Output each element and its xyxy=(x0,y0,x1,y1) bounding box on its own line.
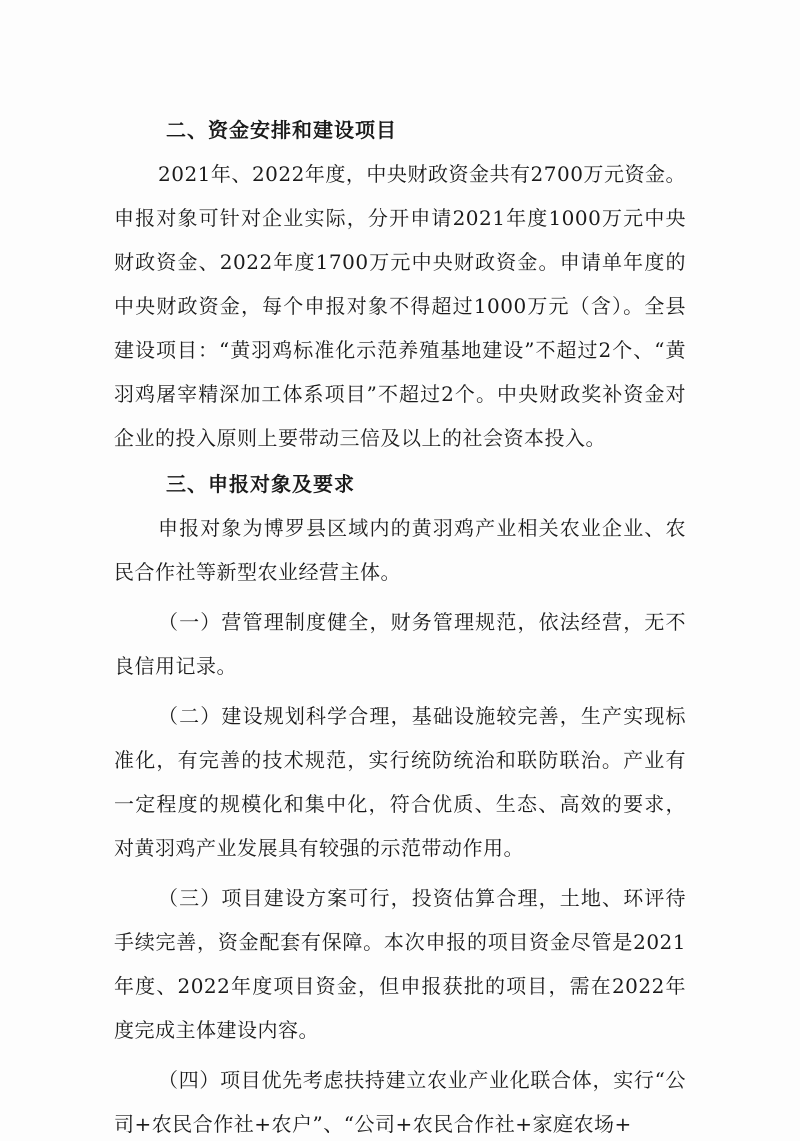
document-body xyxy=(114,108,686,1146)
requirement-item-1: （一）营管理制度健全，财务管理规范，依法经营，无不良信用记录。 xyxy=(114,610,686,678)
requirement-item-4: （四）项目优先考虑扶持建立农业产业化联合体，实行“公司+农民合作社+农户”、“公司+农民合作社+家庭农场+ xyxy=(114,1068,686,1136)
paragraph-funding: 2021年、2022年度，中央财政资金共有2700万元资金。申报对象可针对企业实际，分开申请2021年度1000万元中央财政资金、2022年度1700万元中央财政资金。申请单年度的中央财政资金，每个申报对象不得超过1000万元（含）。全县建设项目：“黄羽鸡标准化示范养殖基地建设”不超过2个、“黄羽鸡屠宰精深加工体系项目”不超过2个。中央财政奖补资金对企业的投入原则上要带动三倍及以上的社会资本投入。 xyxy=(114,162,686,450)
requirement-item-2: （二）建设规划科学合理，基础设施较完善，生产实现标准化，有完善的技术规范，实行统防统治和联防联治。产业有一定程度的规模化和集中化，符合优质、生态、高效的要求，对黄羽鸡产业发展具有较强的示范带动作用。 xyxy=(114,704,686,860)
paragraph-applicants-intro: 申报对象为博罗县区域内的黄羽鸡产业相关农业企业、农民合作社等新型农业经营主体。 xyxy=(114,516,686,584)
section-heading-funding: 二、资金安排和建设项目 xyxy=(166,118,397,142)
requirement-item-3: （三）项目建设方案可行，投资估算合理，土地、环评待手续完善，资金配套有保障。本次申报的项目资金尽管是2021年度、2022年度项目资金，但申报获批的项目，需在2022年度完成主体建设内容。 xyxy=(114,886,686,1042)
section-heading-applicants: 三、申报对象及要求 xyxy=(166,472,355,496)
